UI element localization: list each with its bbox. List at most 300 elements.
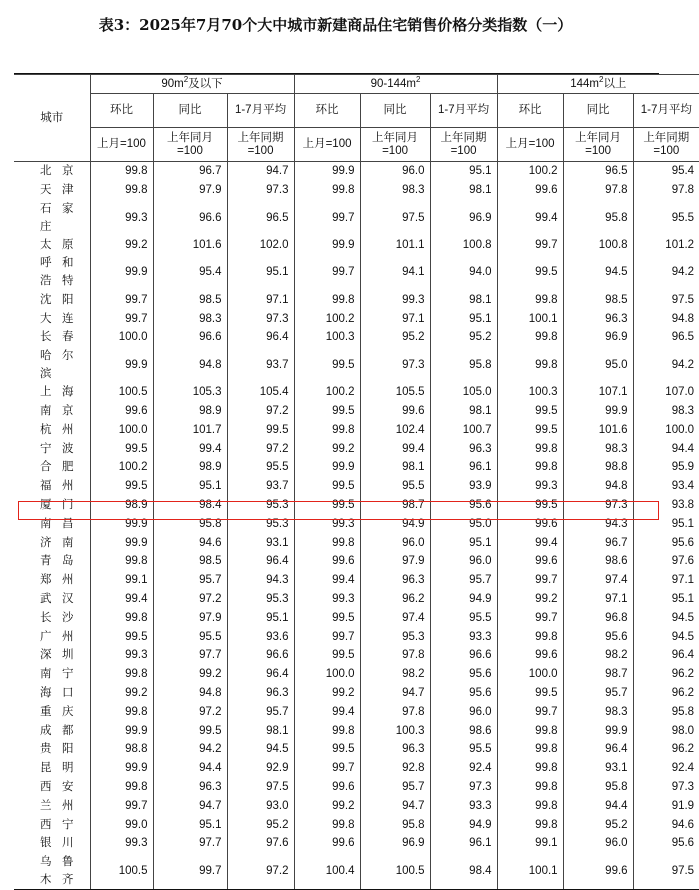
index-value: 98.6 bbox=[563, 552, 633, 571]
index-value: 100.8 bbox=[563, 236, 633, 255]
index-value: 96.5 bbox=[633, 328, 699, 347]
index-value: 95.8 bbox=[153, 514, 227, 533]
index-value: 97.7 bbox=[153, 646, 227, 665]
index-value: 96.6 bbox=[430, 646, 497, 665]
table-row bbox=[14, 571, 699, 590]
index-value: 99.8 bbox=[497, 796, 563, 815]
index-value: 95.6 bbox=[430, 496, 497, 515]
index-value: 98.1 bbox=[227, 721, 294, 740]
index-value: 96.9 bbox=[563, 328, 633, 347]
index-value: 97.8 bbox=[360, 702, 430, 721]
index-value: 97.8 bbox=[360, 646, 430, 665]
index-value: 97.6 bbox=[633, 552, 699, 571]
index-value: 99.4 bbox=[497, 533, 563, 552]
city-name: 宁波 bbox=[40, 442, 74, 455]
index-value: 99.3 bbox=[90, 646, 153, 665]
index-value: 96.6 bbox=[227, 646, 294, 665]
index-value: 97.3 bbox=[633, 778, 699, 797]
index-value: 100.2 bbox=[294, 383, 360, 402]
city-name: 天津 bbox=[40, 184, 74, 197]
index-value: 94.7 bbox=[360, 796, 430, 815]
index-value: 97.3 bbox=[563, 496, 633, 515]
index-value: 98.9 bbox=[153, 402, 227, 421]
index-value: 95.8 bbox=[360, 815, 430, 834]
group-suffix: 及以下 bbox=[188, 77, 223, 90]
index-value: 95.1 bbox=[153, 477, 227, 496]
index-value: 105.4 bbox=[227, 383, 294, 402]
index-value: 99.6 bbox=[90, 402, 153, 421]
index-value: 97.3 bbox=[360, 347, 430, 383]
city-name: 银川 bbox=[40, 837, 74, 850]
index-value: 93.0 bbox=[227, 796, 294, 815]
index-value: 96.5 bbox=[227, 200, 294, 236]
index-value: 95.3 bbox=[360, 627, 430, 646]
index-value: 99.5 bbox=[497, 420, 563, 439]
index-value: 94.9 bbox=[360, 514, 430, 533]
table-row bbox=[14, 496, 699, 515]
table-row bbox=[14, 290, 699, 309]
city-name: 呼和浩特 bbox=[40, 257, 74, 288]
index-value: 98.5 bbox=[153, 552, 227, 571]
group-suffix: 以上 bbox=[603, 77, 627, 90]
index-value: 93.9 bbox=[430, 477, 497, 496]
index-value: 95.8 bbox=[633, 702, 699, 721]
index-value: 99.8 bbox=[497, 815, 563, 834]
index-value: 100.5 bbox=[90, 853, 153, 890]
index-value: 95.1 bbox=[633, 590, 699, 609]
index-value: 94.5 bbox=[563, 254, 633, 290]
index-value: 99.5 bbox=[294, 347, 360, 383]
index-value: 100.2 bbox=[90, 458, 153, 477]
index-value: 99.7 bbox=[294, 627, 360, 646]
index-value: 99.8 bbox=[90, 778, 153, 797]
index-value: 98.4 bbox=[153, 496, 227, 515]
index-value: 100.1 bbox=[497, 853, 563, 890]
index-value: 99.8 bbox=[497, 740, 563, 759]
table-row bbox=[14, 740, 699, 759]
index-value: 99.9 bbox=[294, 162, 360, 181]
table-row bbox=[14, 684, 699, 703]
index-value: 99.6 bbox=[294, 834, 360, 853]
index-value: 97.9 bbox=[153, 181, 227, 200]
group-header-90-and-below bbox=[90, 75, 294, 94]
mom-header: 环比 bbox=[497, 94, 563, 128]
index-value: 99.8 bbox=[497, 328, 563, 347]
index-value: 99.5 bbox=[497, 254, 563, 290]
index-value: 95.6 bbox=[633, 834, 699, 853]
index-value: 99.3 bbox=[360, 290, 430, 309]
index-value: 99.8 bbox=[294, 815, 360, 834]
index-value: 100.0 bbox=[294, 665, 360, 684]
mom-header: 环比 bbox=[294, 94, 360, 128]
index-value: 95.6 bbox=[633, 533, 699, 552]
city-name: 南宁 bbox=[40, 668, 74, 681]
index-value: 99.8 bbox=[294, 721, 360, 740]
index-value: 99.7 bbox=[294, 254, 360, 290]
index-value: 95.9 bbox=[633, 458, 699, 477]
index-value: 99.6 bbox=[294, 552, 360, 571]
index-value: 99.9 bbox=[90, 721, 153, 740]
yoy-header: 同比 bbox=[153, 94, 227, 128]
index-value: 96.0 bbox=[430, 702, 497, 721]
index-value: 95.3 bbox=[227, 496, 294, 515]
city-name: 南昌 bbox=[40, 517, 74, 530]
index-value: 99.7 bbox=[294, 759, 360, 778]
index-value: 95.4 bbox=[153, 254, 227, 290]
index-value: 97.1 bbox=[360, 309, 430, 328]
index-value: 99.8 bbox=[90, 162, 153, 181]
index-value: 98.5 bbox=[563, 290, 633, 309]
table-row bbox=[14, 665, 699, 684]
group-header-90-144 bbox=[294, 75, 497, 94]
index-value: 95.5 bbox=[430, 740, 497, 759]
index-value: 99.7 bbox=[90, 796, 153, 815]
index-value: 99.5 bbox=[227, 420, 294, 439]
city-name: 深圳 bbox=[40, 649, 74, 662]
index-value: 96.8 bbox=[563, 608, 633, 627]
table-row bbox=[14, 702, 699, 721]
index-value: 97.1 bbox=[227, 290, 294, 309]
index-value: 99.4 bbox=[497, 200, 563, 236]
index-value: 99.0 bbox=[90, 815, 153, 834]
city-name: 上海 bbox=[40, 386, 74, 399]
index-value: 98.9 bbox=[90, 496, 153, 515]
base-last-month: 上月=100 bbox=[294, 128, 360, 162]
index-value: 96.2 bbox=[633, 684, 699, 703]
index-value: 99.8 bbox=[90, 608, 153, 627]
city-name: 重庆 bbox=[40, 705, 74, 718]
index-value: 98.1 bbox=[360, 458, 430, 477]
index-value: 96.2 bbox=[633, 740, 699, 759]
table-row bbox=[14, 796, 699, 815]
index-value: 100.5 bbox=[90, 383, 153, 402]
index-value: 100.3 bbox=[497, 383, 563, 402]
index-value: 99.4 bbox=[90, 590, 153, 609]
city-name: 沈阳 bbox=[40, 293, 74, 306]
index-value: 105.3 bbox=[153, 383, 227, 402]
index-value: 97.6 bbox=[227, 834, 294, 853]
table-row bbox=[14, 402, 699, 421]
index-value: 100.5 bbox=[360, 853, 430, 890]
index-value: 99.6 bbox=[497, 646, 563, 665]
index-value: 99.8 bbox=[294, 420, 360, 439]
index-value: 93.6 bbox=[227, 627, 294, 646]
index-value: 99.7 bbox=[497, 608, 563, 627]
index-value: 99.9 bbox=[563, 721, 633, 740]
index-value: 101.6 bbox=[153, 236, 227, 255]
group-header-144-above bbox=[497, 75, 699, 94]
index-value: 96.1 bbox=[430, 458, 497, 477]
index-value: 95.1 bbox=[633, 514, 699, 533]
index-value: 99.8 bbox=[90, 665, 153, 684]
index-value: 99.4 bbox=[153, 439, 227, 458]
index-value: 99.2 bbox=[90, 684, 153, 703]
group-sup: 2 bbox=[598, 74, 604, 84]
table-row bbox=[14, 383, 699, 402]
ytd-avg-header: 1-7月平均 bbox=[430, 94, 497, 128]
city-name: 西安 bbox=[40, 780, 74, 793]
index-value: 97.2 bbox=[227, 853, 294, 890]
index-value: 98.1 bbox=[430, 181, 497, 200]
index-value: 97.2 bbox=[153, 590, 227, 609]
index-value: 98.2 bbox=[563, 646, 633, 665]
index-value: 95.8 bbox=[563, 200, 633, 236]
index-value: 97.2 bbox=[227, 402, 294, 421]
index-value: 96.1 bbox=[430, 834, 497, 853]
index-value: 99.5 bbox=[90, 439, 153, 458]
index-value: 100.1 bbox=[497, 309, 563, 328]
price-index-table bbox=[14, 74, 699, 890]
index-value: 94.2 bbox=[633, 347, 699, 383]
index-value: 99.5 bbox=[294, 496, 360, 515]
index-value: 95.6 bbox=[430, 684, 497, 703]
table-row bbox=[14, 309, 699, 328]
index-value: 101.6 bbox=[563, 420, 633, 439]
table-row bbox=[14, 759, 699, 778]
city-name: 昆明 bbox=[40, 762, 74, 775]
index-value: 97.5 bbox=[227, 778, 294, 797]
index-value: 95.2 bbox=[430, 328, 497, 347]
index-value: 98.6 bbox=[430, 721, 497, 740]
index-value: 96.7 bbox=[563, 533, 633, 552]
index-value: 95.5 bbox=[227, 458, 294, 477]
index-value: 94.8 bbox=[633, 309, 699, 328]
table-row bbox=[14, 200, 699, 236]
index-value: 97.5 bbox=[633, 290, 699, 309]
city-name: 兰州 bbox=[40, 799, 74, 812]
index-value: 95.2 bbox=[227, 815, 294, 834]
index-value: 95.1 bbox=[153, 815, 227, 834]
index-value: 99.8 bbox=[90, 702, 153, 721]
index-value: 93.3 bbox=[430, 627, 497, 646]
index-value: 94.5 bbox=[633, 627, 699, 646]
index-value: 94.5 bbox=[633, 608, 699, 627]
base-same-period-last-year: 上年同期=100 bbox=[633, 128, 699, 162]
index-value: 100.3 bbox=[294, 328, 360, 347]
table-title: 表3：2025年7月70个大中城市新建商品住宅销售价格分类指数（一） bbox=[98, 16, 573, 34]
index-value: 99.5 bbox=[294, 402, 360, 421]
index-value: 99.2 bbox=[294, 684, 360, 703]
index-value: 92.4 bbox=[430, 759, 497, 778]
index-value: 96.4 bbox=[227, 328, 294, 347]
group-label: 144m bbox=[570, 77, 599, 90]
group-label: 90m bbox=[161, 77, 184, 90]
index-value: 94.6 bbox=[153, 533, 227, 552]
index-value: 99.9 bbox=[90, 347, 153, 383]
index-value: 99.7 bbox=[90, 309, 153, 328]
index-value: 96.4 bbox=[563, 740, 633, 759]
index-value: 99.4 bbox=[294, 702, 360, 721]
mom-header: 环比 bbox=[90, 94, 153, 128]
index-value: 92.4 bbox=[633, 759, 699, 778]
base-same-month-last-year: 上年同月=100 bbox=[360, 128, 430, 162]
index-value: 99.8 bbox=[497, 439, 563, 458]
city-name: 成都 bbox=[40, 724, 74, 737]
table-row bbox=[14, 834, 699, 853]
index-value: 96.0 bbox=[360, 162, 430, 181]
index-value: 99.6 bbox=[563, 853, 633, 890]
index-value: 94.4 bbox=[153, 759, 227, 778]
index-value: 99.2 bbox=[294, 796, 360, 815]
index-value: 99.6 bbox=[294, 778, 360, 797]
table-row bbox=[14, 328, 699, 347]
index-value: 94.6 bbox=[633, 815, 699, 834]
index-value: 94.5 bbox=[227, 740, 294, 759]
index-value: 91.9 bbox=[633, 796, 699, 815]
index-value: 95.8 bbox=[563, 778, 633, 797]
index-value: 99.2 bbox=[497, 590, 563, 609]
index-value: 95.4 bbox=[633, 162, 699, 181]
index-value: 95.5 bbox=[153, 627, 227, 646]
index-value: 99.7 bbox=[497, 236, 563, 255]
index-value: 99.5 bbox=[294, 477, 360, 496]
table-row bbox=[14, 347, 699, 383]
index-value: 97.3 bbox=[227, 181, 294, 200]
table-row bbox=[14, 162, 699, 181]
city-name: 厦门 bbox=[40, 498, 74, 511]
index-value: 94.3 bbox=[227, 571, 294, 590]
index-value: 97.2 bbox=[153, 702, 227, 721]
city-name: 北京 bbox=[40, 165, 74, 178]
index-value: 98.8 bbox=[90, 740, 153, 759]
index-value: 94.2 bbox=[633, 254, 699, 290]
index-value: 101.7 bbox=[153, 420, 227, 439]
table-row bbox=[14, 590, 699, 609]
index-value: 93.8 bbox=[633, 496, 699, 515]
index-value: 98.5 bbox=[153, 290, 227, 309]
index-value: 96.3 bbox=[360, 571, 430, 590]
index-value: 94.2 bbox=[153, 740, 227, 759]
table-row bbox=[14, 552, 699, 571]
index-value: 99.8 bbox=[497, 721, 563, 740]
index-value: 101.2 bbox=[633, 236, 699, 255]
index-value: 100.0 bbox=[90, 328, 153, 347]
index-value: 99.7 bbox=[153, 853, 227, 890]
index-value: 97.7 bbox=[153, 834, 227, 853]
city-name: 乌鲁木齐 bbox=[14, 853, 90, 890]
index-value: 99.7 bbox=[497, 702, 563, 721]
table-row bbox=[14, 608, 699, 627]
table-row bbox=[14, 533, 699, 552]
index-value: 99.9 bbox=[294, 236, 360, 255]
city-column-header: 城市 bbox=[14, 75, 90, 162]
index-value: 95.7 bbox=[153, 571, 227, 590]
index-value: 95.2 bbox=[360, 328, 430, 347]
index-value: 97.5 bbox=[633, 853, 699, 890]
index-value: 97.9 bbox=[153, 608, 227, 627]
index-value: 98.9 bbox=[153, 458, 227, 477]
index-value: 95.0 bbox=[430, 514, 497, 533]
index-value: 96.6 bbox=[153, 328, 227, 347]
index-value: 95.1 bbox=[227, 608, 294, 627]
index-value: 99.6 bbox=[497, 181, 563, 200]
index-value: 99.3 bbox=[294, 590, 360, 609]
city-name: 长沙 bbox=[40, 611, 74, 624]
yoy-header: 同比 bbox=[563, 94, 633, 128]
index-value: 97.3 bbox=[430, 778, 497, 797]
city-name: 广州 bbox=[40, 630, 74, 643]
index-value: 99.6 bbox=[360, 402, 430, 421]
index-value: 96.3 bbox=[360, 740, 430, 759]
index-value: 97.8 bbox=[633, 181, 699, 200]
ytd-avg-header: 1-7月平均 bbox=[633, 94, 699, 128]
index-value: 99.8 bbox=[497, 778, 563, 797]
table-row bbox=[14, 439, 699, 458]
index-value: 92.8 bbox=[360, 759, 430, 778]
index-value: 100.7 bbox=[430, 420, 497, 439]
index-value: 94.0 bbox=[430, 254, 497, 290]
index-value: 98.4 bbox=[430, 853, 497, 890]
index-value: 99.7 bbox=[294, 200, 360, 236]
index-value: 99.5 bbox=[90, 627, 153, 646]
table-row bbox=[14, 477, 699, 496]
city-name: 福州 bbox=[40, 480, 74, 493]
index-value: 99.2 bbox=[294, 439, 360, 458]
table-row bbox=[14, 236, 699, 255]
index-value: 105.5 bbox=[360, 383, 430, 402]
index-value: 95.1 bbox=[430, 533, 497, 552]
index-value: 99.9 bbox=[90, 254, 153, 290]
index-value: 99.7 bbox=[497, 571, 563, 590]
index-value: 94.4 bbox=[563, 796, 633, 815]
index-value: 100.2 bbox=[497, 162, 563, 181]
city-name: 武汉 bbox=[40, 592, 74, 605]
index-value: 99.1 bbox=[90, 571, 153, 590]
index-value: 99.3 bbox=[294, 514, 360, 533]
index-value: 96.2 bbox=[633, 665, 699, 684]
index-value: 93.1 bbox=[227, 533, 294, 552]
index-value: 97.4 bbox=[563, 571, 633, 590]
city-name: 青岛 bbox=[40, 555, 74, 568]
base-last-month: 上月=100 bbox=[90, 128, 153, 162]
index-value: 99.8 bbox=[497, 290, 563, 309]
index-value: 95.8 bbox=[430, 347, 497, 383]
index-value: 96.0 bbox=[563, 834, 633, 853]
index-value: 99.9 bbox=[90, 759, 153, 778]
table-body bbox=[14, 162, 699, 890]
index-value: 97.2 bbox=[227, 439, 294, 458]
index-value: 98.3 bbox=[360, 181, 430, 200]
index-value: 99.8 bbox=[497, 759, 563, 778]
index-value: 93.7 bbox=[227, 477, 294, 496]
index-value: 94.9 bbox=[430, 590, 497, 609]
table-row bbox=[14, 646, 699, 665]
city-name: 贵阳 bbox=[40, 743, 74, 756]
index-value: 96.7 bbox=[153, 162, 227, 181]
base-same-period-last-year: 上年同期=100 bbox=[430, 128, 497, 162]
index-value: 96.3 bbox=[430, 439, 497, 458]
index-value: 98.8 bbox=[563, 458, 633, 477]
index-value: 95.7 bbox=[227, 702, 294, 721]
index-value: 95.7 bbox=[360, 778, 430, 797]
index-value: 95.1 bbox=[227, 254, 294, 290]
index-value: 96.4 bbox=[227, 665, 294, 684]
index-value: 96.3 bbox=[153, 778, 227, 797]
table-row bbox=[14, 853, 699, 890]
yoy-header: 同比 bbox=[360, 94, 430, 128]
index-value: 97.1 bbox=[563, 590, 633, 609]
base-last-month: 上月=100 bbox=[497, 128, 563, 162]
index-value: 99.5 bbox=[497, 496, 563, 515]
index-value: 100.8 bbox=[430, 236, 497, 255]
city-name: 长春 bbox=[40, 331, 74, 344]
index-value: 99.1 bbox=[497, 834, 563, 853]
index-value: 99.4 bbox=[294, 571, 360, 590]
index-value: 96.2 bbox=[360, 590, 430, 609]
index-value: 95.7 bbox=[430, 571, 497, 590]
index-value: 94.7 bbox=[360, 684, 430, 703]
index-value: 95.6 bbox=[430, 665, 497, 684]
